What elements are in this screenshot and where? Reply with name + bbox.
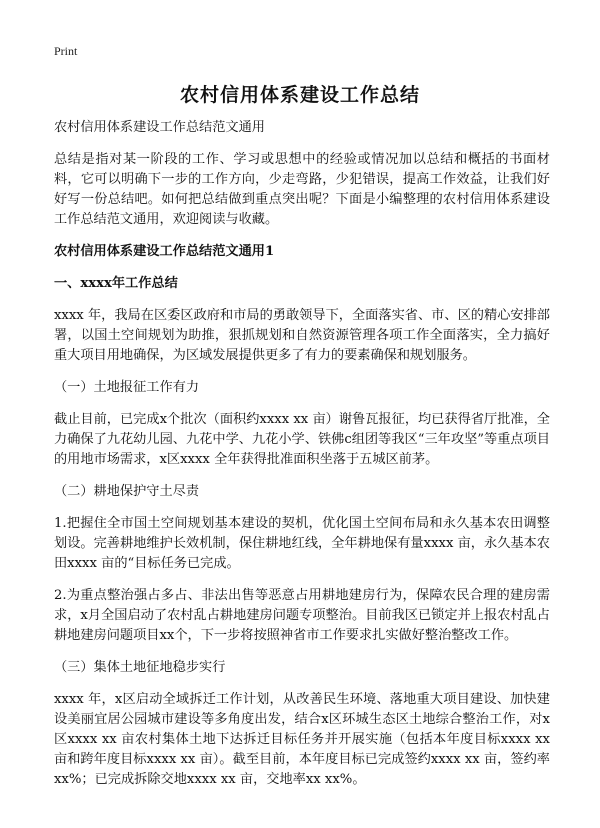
subsection-2-paragraph-2: 2.为重点整治强占多占、非法出售等恶意占用耕地建房行为，保障农民合理的建房需求，x月全国启动了农村乱占耕地建房问题专项整治。目前我区已锁定并上报农村乱占耕地建房问题项目xx个，下一步将按照神省市工作要求扎实做好整治整改工作。: [54, 588, 550, 643]
subsection-3-paragraph: xxxx 年，x区启动全域拆迁工作计划，从改善民生环境、落地重大项目建设、加快建设美丽宜居公园城市建设等多角度出发，结合x区环城生态区土地综合整治工作，对x区xxxx xx 亩农村集体土地下达拆迁目标任务并开展实施（包括本年度目标xxxx xx 亩和跨年度目标xxxx xx 亩）。截至目前，本年度目标已完成签约xxxx xx 亩，签约率xx%；已完成拆除交地xxxx xx 亩，交地率xx xx%。: [54, 692, 550, 787]
part-intro-paragraph: xxxx 年，我局在区委区政府和市局的勇敢领导下，全面落实省、市、区的精心安排部署，以国土空间规划为助推，狠抓规划和自然资源管理各项工作全面落实，全力搞好重大项目用地确保，为区域发展提供更多了有力的要素确保和规划服务。: [54, 308, 550, 363]
subsection-1-paragraph: 截止目前，已完成x个批次（面积约xxxx xx 亩）谢鲁瓦报征，均已获得省厅批准，全力确保了九花幼儿园、九花中学、九花小学、铁佛c组团等我区“三年攻坚”等重点项目的用地市场需求，x区xxxx 全年获得批准面积坐落于五城区前茅。: [54, 412, 550, 467]
document-title: 农村信用体系建设工作总结: [179, 84, 420, 106]
document-subtitle: 农村信用体系建设工作总结范文通用: [54, 120, 265, 135]
part-heading: 一、xxxx年工作总结: [54, 276, 178, 291]
document-body: [54, 118, 550, 802]
section-heading: 农村信用体系建设工作总结范文通用1: [54, 244, 275, 259]
print-label: Print: [54, 44, 78, 58]
subsection-heading-1: （一）土地报征工作有力: [54, 380, 200, 395]
subsection-heading-2: （二）耕地保护守土尽责: [54, 484, 200, 499]
subsection-2-paragraph-1: 1.把握住全市国土空间规划基本建设的契机，优化国土空间布局和永久基本农田调整划设。完善耕地维护长效机制，保住耕地红线，全年耕地保有量xxxx 亩，永久基本农田xxxx 亩的“目标任务已完成。: [54, 516, 550, 571]
intro-paragraph: 总结是指对某一阶段的工作、学习或思想中的经验或情况加以总结和概括的书面材料，它可以明确下一步的工作方向，少走弯路，少犯错误，提高工作效益，让我们好好写一份总结吧。如何把总结做到重点突出呢？下面是小编整理的农村信用体系建设工作总结范文通用，欢迎阅读与收藏。: [54, 152, 550, 227]
subsection-heading-3: （三）集体土地征地稳步实行: [54, 660, 226, 675]
